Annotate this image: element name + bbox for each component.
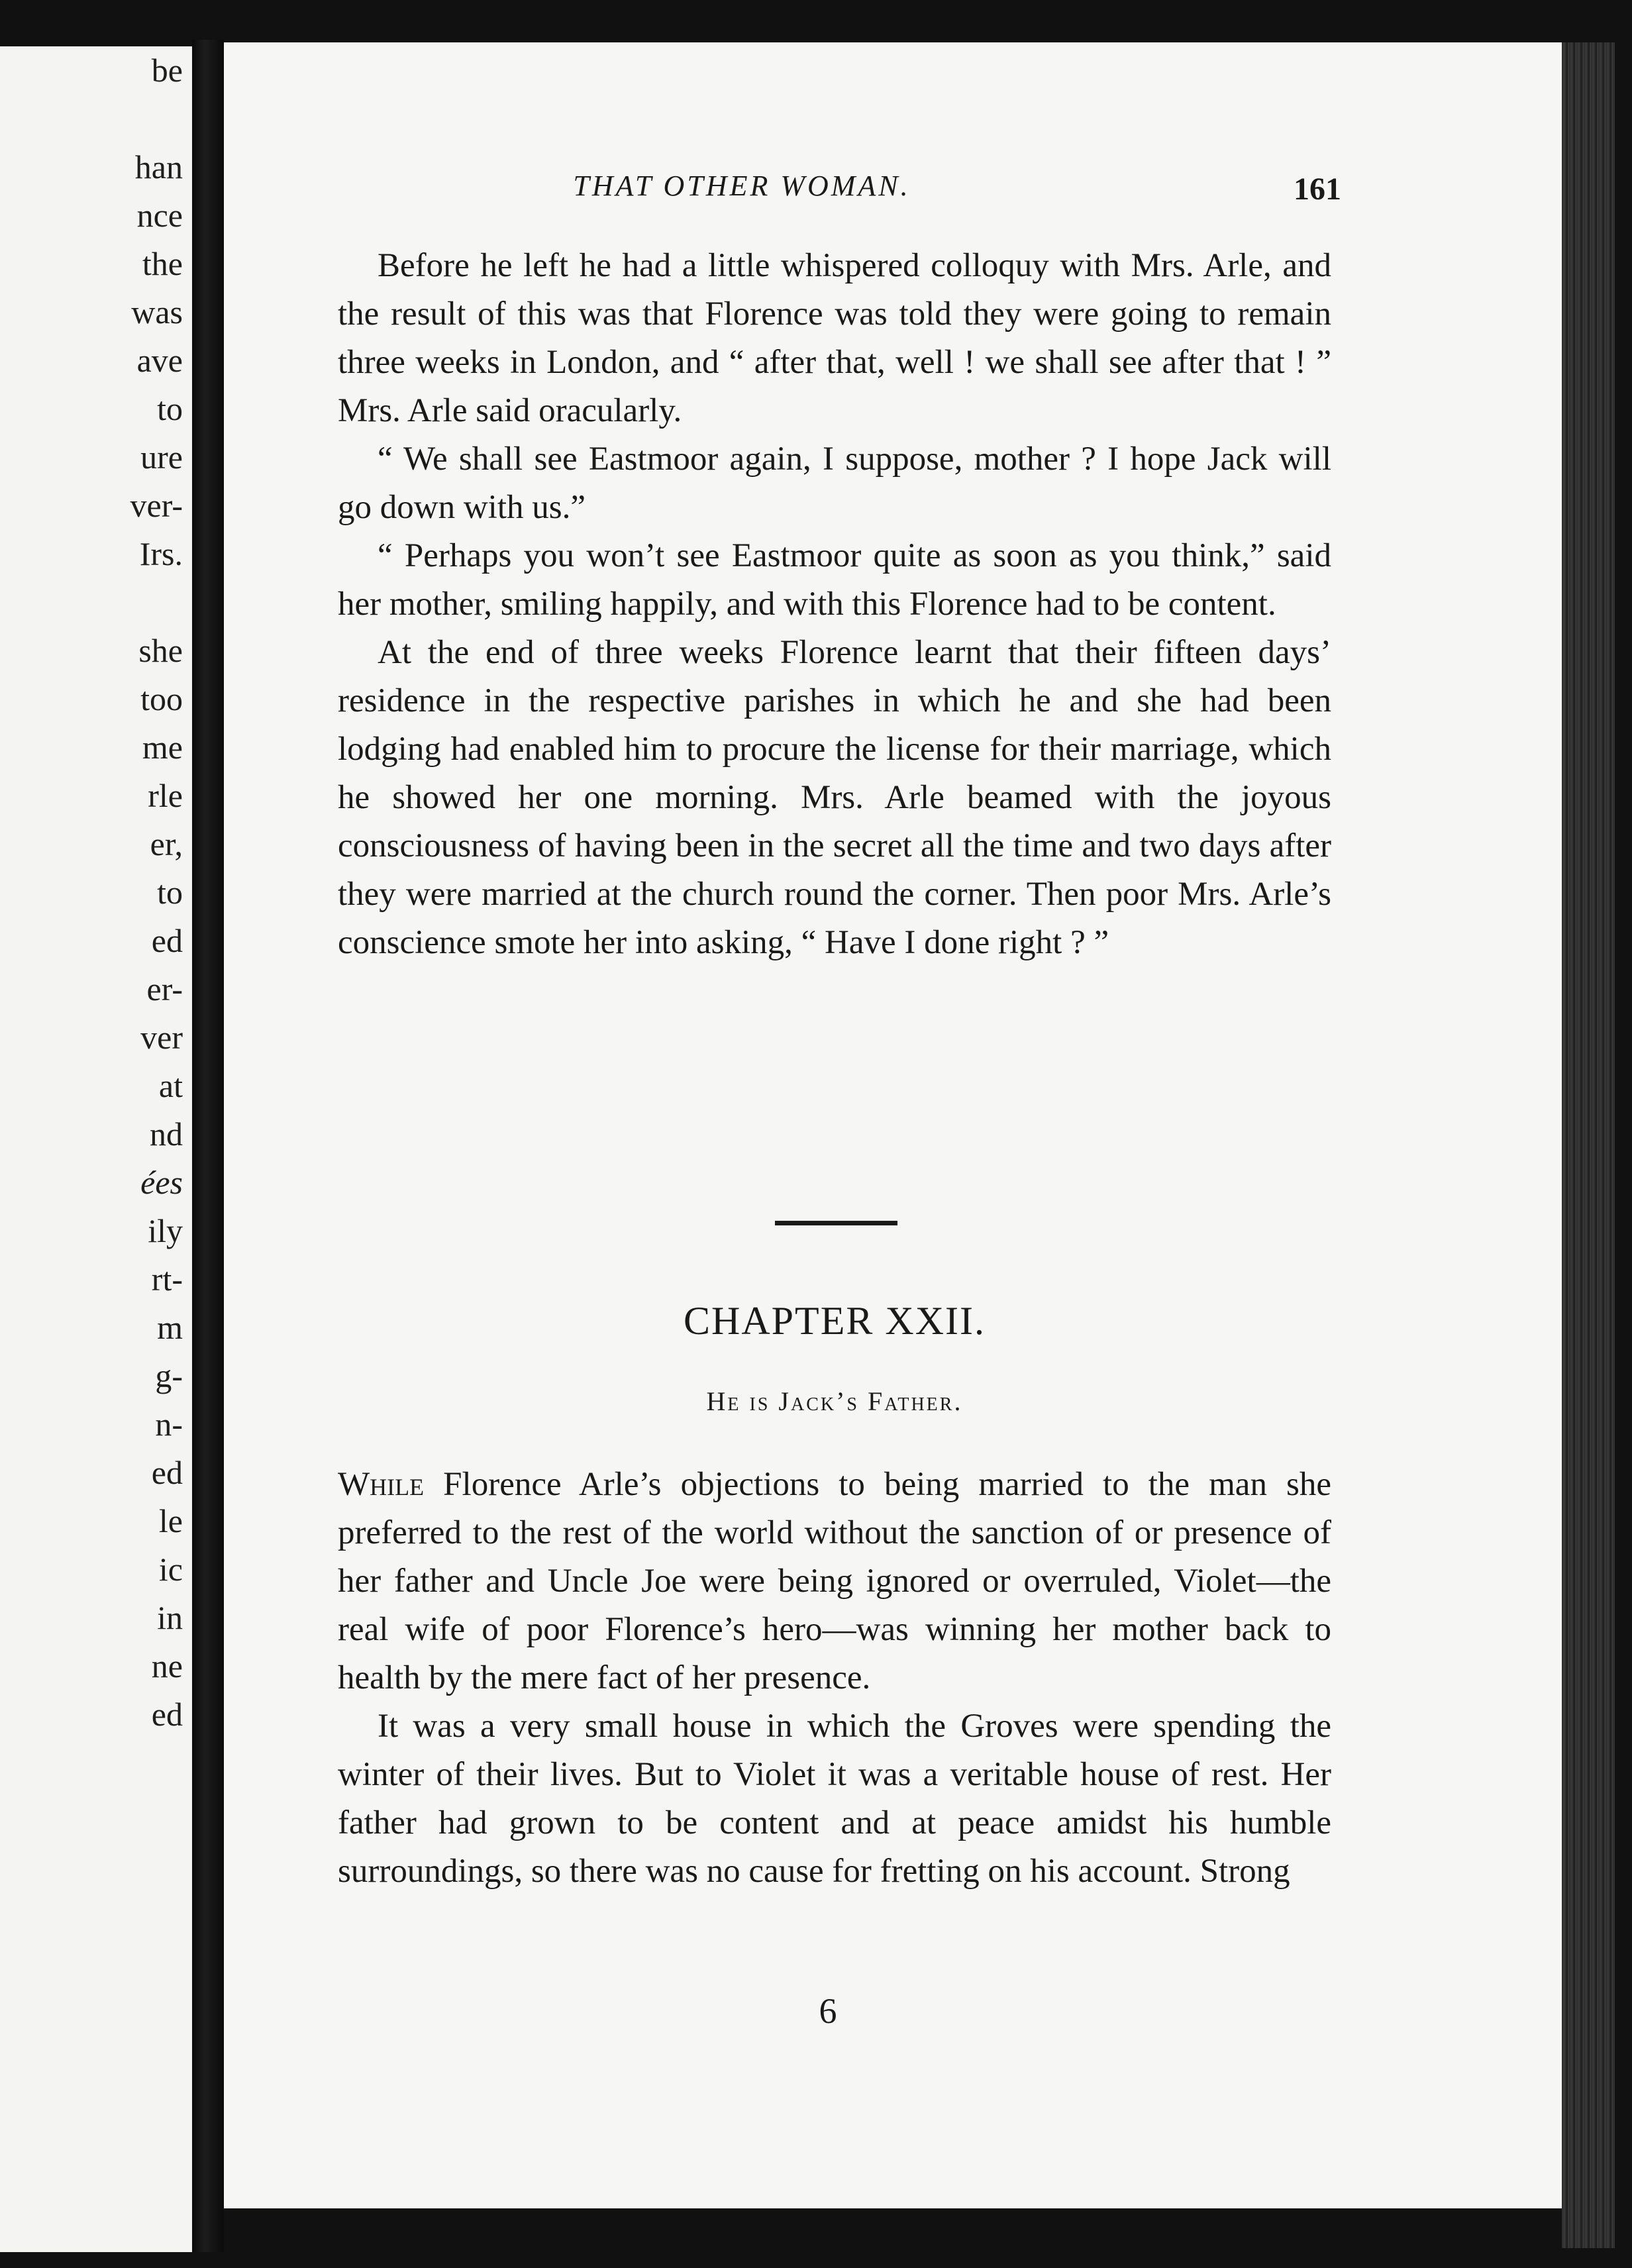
- fragment: ed: [151, 922, 183, 959]
- fragment: rle: [148, 777, 183, 814]
- fragment: m: [157, 1309, 183, 1346]
- section-divider-rule: [775, 1221, 897, 1225]
- fragment: at: [158, 1067, 183, 1104]
- previous-page-edge: [0, 46, 192, 2252]
- fragment: me: [142, 729, 183, 766]
- fragment: too: [140, 680, 183, 717]
- body-text-top: [338, 242, 1331, 967]
- fragment: the: [142, 245, 183, 282]
- body-text-bottom: [338, 1461, 1331, 1896]
- fragment: she: [138, 632, 183, 669]
- paragraph: “ Perhaps you won’t see Eastmoor quite as soon as you think,” said her mother, smiling happily, and with this Florence had to be content.: [338, 537, 1331, 623]
- fragment: ure: [140, 438, 183, 476]
- fragment: ave: [136, 342, 183, 379]
- fragment: han: [134, 148, 183, 185]
- paragraph: At the end of three weeks Florence learnt that their fifteen days’ residence in the respective parishes in which he and she had been lodging had enabled him to procure the license for their marriage, which he showed her one morning. Mrs. Arle beamed with the joyous consciousness of having been in the secret all the time and two days after they were married at the church round the corner. Then poor Mrs. Arle’s conscience smote her into asking, “ Have I done right ? ”: [338, 634, 1331, 961]
- fragment: be: [151, 52, 183, 89]
- fragment: [50, 578, 183, 627]
- fragment: n-: [155, 1406, 183, 1443]
- paragraph: “ We shall see Eastmoor again, I suppose, mother ? I hope Jack will go down with us.”: [338, 440, 1331, 526]
- fragment: Irs.: [139, 535, 183, 572]
- fragment: ed: [151, 1454, 183, 1491]
- fragment: was: [131, 293, 183, 331]
- fragment: ver: [140, 1019, 183, 1056]
- fragment: to: [157, 390, 183, 427]
- page-stack-edge: [1562, 42, 1615, 2248]
- fragment: ily: [148, 1212, 183, 1249]
- book-gutter: [192, 40, 224, 2252]
- page-number: 161: [1294, 172, 1341, 207]
- fragment: er-: [146, 970, 183, 1007]
- chapter-title: CHAPTER XXII.: [684, 1299, 986, 1343]
- fragment: rt-: [151, 1261, 183, 1298]
- fragment: er,: [150, 825, 183, 862]
- paragraph: Before he left he had a little whispered colloquy with Mrs. Arle, and the result of this was that Florence was told they were going to remain three weeks in London, and “ after that, well ! we shall see after that ! ” Mrs. Arle said oracularly.: [338, 247, 1331, 429]
- previous-page-line-fragments: [50, 46, 183, 1739]
- fragment: nd: [150, 1115, 183, 1153]
- paragraph: [338, 1461, 1331, 1702]
- paragraph: It was a very small house in which the Groves were spending the winter of their lives. But to Violet it was a veritable house of rest. Her father had grown to be content and at peace amidst his humble surroundings, so there was no cause for fretting on his account. Strong: [338, 1708, 1331, 1890]
- fragment: ed: [151, 1696, 183, 1733]
- fragment: g-: [155, 1357, 183, 1394]
- paragraph-text: Florence Arle’s objections to being married to the man she preferred to the rest of the world without the sanction of or presence of her father and Uncle Joe were being ignored or overruled, Violet—the real wife of poor Florence’s hero—was winning her mother back to health by the mere fact of her presence.: [338, 1466, 1331, 1696]
- fragment: in: [157, 1599, 183, 1636]
- fragment: ées: [140, 1164, 183, 1201]
- running-title: THAT OTHER WOMAN.: [573, 170, 911, 202]
- fragment: ne: [151, 1647, 183, 1684]
- fragment: to: [157, 874, 183, 911]
- fragment: le: [158, 1502, 183, 1539]
- chapter-subtitle: He is Jack’s Father.: [706, 1386, 963, 1416]
- lead-word: While: [338, 1466, 425, 1503]
- fragment: [50, 95, 183, 143]
- fragment: ic: [158, 1551, 183, 1588]
- fragment: ver-: [130, 487, 183, 524]
- fragment: nce: [136, 197, 183, 234]
- printer-signature-mark: 6: [819, 1991, 837, 2031]
